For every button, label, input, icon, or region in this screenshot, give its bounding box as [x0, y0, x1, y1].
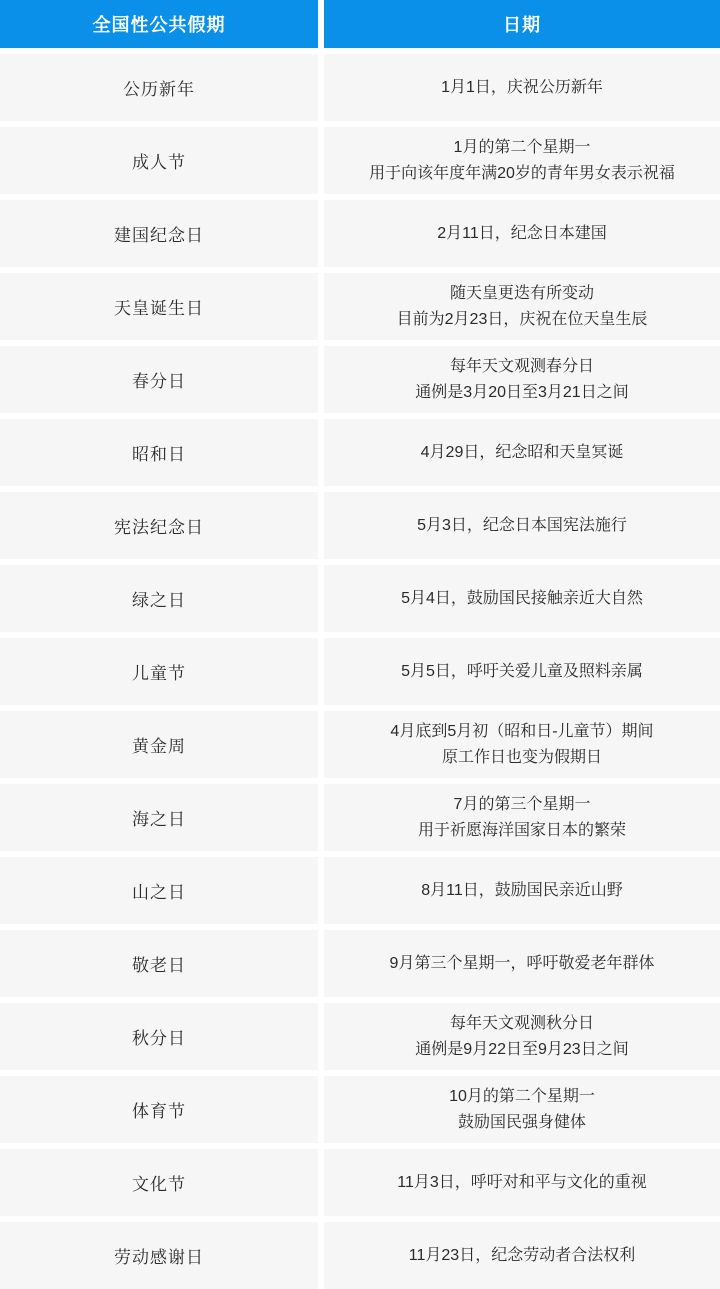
holiday-date-line: 原工作日也变为假期日: [441, 748, 602, 766]
table-row: [0, 711, 720, 778]
table-row: [0, 638, 720, 705]
holiday-date-line: 通例是9月22日至9月23日之间: [415, 1040, 629, 1058]
holiday-date-cell: [324, 273, 720, 340]
holiday-date-cell: [324, 54, 720, 121]
holiday-date-line: 9月第三个星期一，呼吁敬爱老年群体: [389, 954, 655, 972]
holiday-date-line: 1月1日，庆祝公历新年: [441, 78, 603, 96]
holiday-date-cell: [324, 638, 720, 705]
holiday-date-cell: [324, 346, 720, 413]
holiday-name-cell: 建国纪念日: [0, 200, 318, 267]
holiday-date-cell: [324, 1003, 720, 1070]
table-header-row: [0, 0, 720, 48]
holiday-date-cell: [324, 711, 720, 778]
table-row: [0, 930, 720, 997]
holiday-name-cell: 天皇诞生日: [0, 273, 318, 340]
holiday-date-line: 1月的第二个星期一: [453, 138, 591, 156]
holiday-name-cell: 体育节: [0, 1076, 318, 1143]
holiday-name-cell: 文化节: [0, 1149, 318, 1216]
table-body: [0, 48, 720, 1289]
holiday-date-cell: [324, 1076, 720, 1143]
table-row: [0, 784, 720, 851]
holiday-date-line: 2月11日，纪念日本建国: [437, 224, 607, 242]
table-row: [0, 1076, 720, 1143]
table-row: [0, 200, 720, 267]
holiday-date-line: 4月29日，纪念昭和天皇冥诞: [420, 443, 624, 461]
holiday-date-line: 用于祈愿海洋国家日本的繁荣: [417, 821, 626, 839]
holiday-name-cell: 成人节: [0, 127, 318, 194]
holiday-date-line: 5月3日，纪念日本国宪法施行: [417, 516, 627, 534]
table-row: [0, 1149, 720, 1216]
holiday-name-cell: 敬老日: [0, 930, 318, 997]
table-row: [0, 346, 720, 413]
holiday-date-cell: [324, 857, 720, 924]
holiday-name-cell: 海之日: [0, 784, 318, 851]
table-row: [0, 127, 720, 194]
table-row: [0, 1003, 720, 1070]
table-row: [0, 1222, 720, 1289]
holiday-date-cell: [324, 200, 720, 267]
holiday-date-line: 7月的第三个星期一: [453, 795, 591, 813]
holiday-name-cell: 宪法纪念日: [0, 492, 318, 559]
holiday-date-line: 5月4日，鼓励国民接触亲近大自然: [401, 589, 643, 607]
holiday-date-cell: [324, 565, 720, 632]
holiday-name-cell: 秋分日: [0, 1003, 318, 1070]
holiday-date-cell: [324, 492, 720, 559]
table-row: [0, 419, 720, 486]
holiday-date-line: 10月的第二个星期一: [449, 1087, 595, 1105]
holiday-date-line: 鼓励国民强身健体: [457, 1113, 586, 1131]
table-row: [0, 54, 720, 121]
table-row: [0, 492, 720, 559]
holiday-date-line: 目前为2月23日，庆祝在位天皇生辰: [396, 310, 648, 328]
holiday-date-line: 通例是3月20日至3月21日之间: [415, 383, 629, 401]
holiday-date-line: 每年天文观测春分日: [449, 357, 594, 375]
holiday-date-cell: [324, 1222, 720, 1289]
holiday-date-cell: [324, 127, 720, 194]
holiday-date-cell: [324, 419, 720, 486]
holiday-name-cell: 劳动感谢日: [0, 1222, 318, 1289]
holiday-date-cell: [324, 784, 720, 851]
holiday-date-line: 11月3日，呼吁对和平与文化的重视: [397, 1173, 647, 1191]
header-cell-date: 日期: [324, 0, 720, 48]
header-cell-holiday: 全国性公共假期: [0, 0, 318, 48]
holiday-date-cell: [324, 1149, 720, 1216]
holiday-date-line: 用于向该年度年满20岁的青年男女表示祝福: [369, 164, 675, 182]
table-row: [0, 273, 720, 340]
holiday-date-line: 11月23日，纪念劳动者合法权利: [408, 1246, 636, 1264]
table-row: [0, 565, 720, 632]
holiday-name-cell: 昭和日: [0, 419, 318, 486]
holiday-date-cell: [324, 930, 720, 997]
holiday-date-line: 每年天文观测秋分日: [449, 1014, 594, 1032]
holiday-name-cell: 绿之日: [0, 565, 318, 632]
holiday-name-cell: 山之日: [0, 857, 318, 924]
holiday-date-line: 5月5日，呼吁关爱儿童及照料亲属: [401, 662, 643, 680]
holiday-date-line: 随天皇更迭有所变动: [449, 284, 594, 302]
holiday-date-line: 4月底到5月初（昭和日-儿童节）期间: [390, 722, 654, 740]
holiday-name-cell: 春分日: [0, 346, 318, 413]
holiday-name-cell: 公历新年: [0, 54, 318, 121]
table-row: [0, 857, 720, 924]
holiday-name-cell: 儿童节: [0, 638, 318, 705]
holiday-date-line: 8月11日，鼓励国民亲近山野: [421, 881, 623, 899]
holiday-name-cell: 黄金周: [0, 711, 318, 778]
